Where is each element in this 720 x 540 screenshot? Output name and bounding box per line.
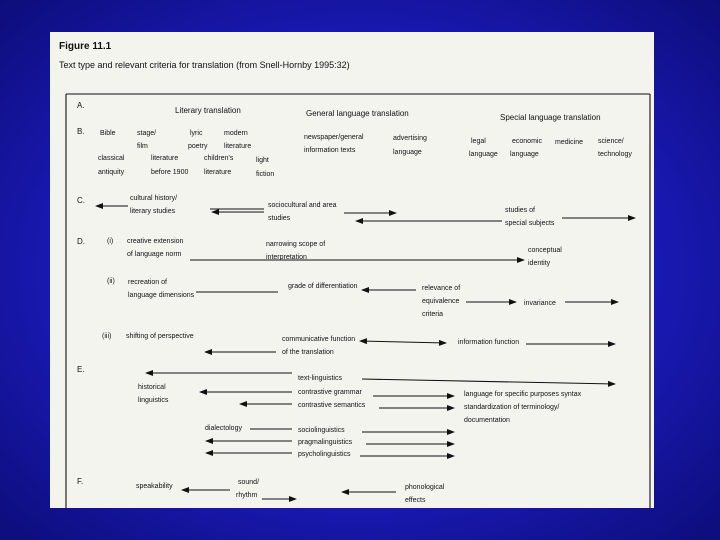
economic-language-label: language: [510, 151, 539, 158]
identity-label: identity: [528, 260, 551, 267]
recreation-label: recreation of: [128, 279, 167, 286]
childrens-literature-label: literature: [204, 169, 232, 176]
row-label-f: F.: [77, 477, 84, 486]
newspaper-label: newspaper/general: [304, 134, 364, 141]
special-translation-header: Special language translation: [500, 113, 601, 122]
sociolinguistics-label: sociolinguistics: [298, 427, 345, 434]
shifting-perspective-label: shifting of perspective: [126, 333, 194, 340]
historical-label: historical: [138, 384, 166, 391]
literary-translation-header: Literary translation: [175, 106, 241, 115]
advertising-label: advertising: [393, 135, 427, 142]
d-ii-label: (ii): [107, 278, 115, 285]
figure-caption: Text type and relevant criteria for translation (from Snell-Hornby 1995:32): [59, 60, 350, 70]
criteria-label: criteria: [422, 311, 444, 318]
sociocultural-label: sociocultural and area: [268, 202, 337, 209]
phonological-label: phonological: [405, 484, 445, 491]
area-studies-label: studies: [268, 215, 291, 222]
literary-studies-label: literary studies: [130, 208, 176, 215]
literature-1900-label: literature: [151, 155, 179, 162]
psycholinguistics-label: psycholinguistics: [298, 451, 351, 458]
studies-of-label: studies of: [505, 207, 535, 214]
row-label-e: E.: [77, 365, 85, 374]
legal-language-label: language: [469, 151, 498, 158]
science-label: science/: [598, 138, 624, 145]
narrowing-scope-label: narrowing scope of: [266, 241, 326, 248]
lyric-label: lyric: [190, 130, 203, 137]
invariance-label: invariance: [524, 300, 556, 307]
contrastive-grammar-label: contrastive grammar: [298, 389, 362, 396]
technology-label: technology: [598, 151, 632, 158]
legal-label: legal: [471, 138, 486, 145]
of-translation-label: of the translation: [282, 349, 334, 356]
film-label: film: [137, 143, 148, 150]
special-subjects-label: special subjects: [505, 220, 555, 227]
childrens-label: children's: [204, 155, 234, 162]
figure-slide: [50, 32, 654, 508]
modern-label: modern: [224, 130, 248, 137]
light-label: light: [256, 157, 269, 164]
text-type-diagram: [50, 32, 654, 508]
text-linguistics-right-arrow: [362, 379, 615, 384]
conceptual-label: conceptual: [528, 247, 562, 254]
rhythm-label: rhythm: [236, 492, 258, 499]
standardization-label: standardization of terminology/: [464, 404, 560, 411]
contrastive-semantics-label: contrastive semantics: [298, 402, 366, 409]
stage-label: stage/: [137, 130, 157, 137]
information-texts-label: information texts: [304, 147, 356, 154]
economic-label: economic: [512, 138, 542, 145]
antiquity-label: antiquity: [98, 169, 125, 176]
general-translation-header: General language translation: [306, 109, 409, 118]
sound-label: sound/: [238, 479, 260, 486]
advertising-language-label: language: [393, 149, 422, 156]
interpretation-label: interpretation: [266, 254, 307, 261]
row-label-d: D.: [77, 237, 85, 246]
creative-extension-label: creative extension: [127, 238, 184, 245]
relevance-label: relevance of: [422, 285, 461, 292]
d-iii-label: (iii): [102, 333, 112, 340]
pragmalinguistics-label: pragmalinguistics: [298, 439, 353, 446]
language-dimensions-label: language dimensions: [128, 292, 195, 299]
row-label-b: B.: [77, 127, 85, 136]
dialectology-label: dialectology: [205, 425, 242, 432]
equivalence-label: equivalence: [422, 298, 460, 305]
communicative-information-arrow: [360, 341, 446, 343]
historical-linguistics-label: linguistics: [138, 397, 169, 404]
language-norm-label: of language norm: [127, 251, 182, 258]
fiction-label: fiction: [256, 171, 275, 178]
classical-label: classical: [98, 155, 125, 162]
text-linguistics-label: text-linguistics: [298, 375, 342, 382]
poetry-label: poetry: [188, 143, 208, 150]
medicine-label: medicine: [555, 139, 584, 146]
cultural-history-label: cultural history/: [130, 195, 178, 202]
figure-number: Figure 11.1: [59, 41, 112, 52]
speakability-label: speakability: [136, 483, 173, 490]
modern-literature-label: literature: [224, 143, 252, 150]
row-label-a: A.: [77, 101, 85, 110]
lsp-syntax-label: language for specific purposes syntax: [464, 391, 582, 398]
grade-differentiation-label: grade of differentiation: [288, 283, 358, 290]
communicative-function-label: communicative function: [282, 336, 356, 343]
phonological-effects-label: effects: [405, 497, 426, 504]
before-1900-label: before 1900: [151, 169, 189, 176]
d-i-label: (i): [107, 238, 114, 245]
row-label-c: C.: [77, 196, 85, 205]
bible-label: Bible: [100, 130, 116, 137]
information-function-label: information function: [458, 339, 520, 346]
documentation-label: documentation: [464, 417, 510, 424]
